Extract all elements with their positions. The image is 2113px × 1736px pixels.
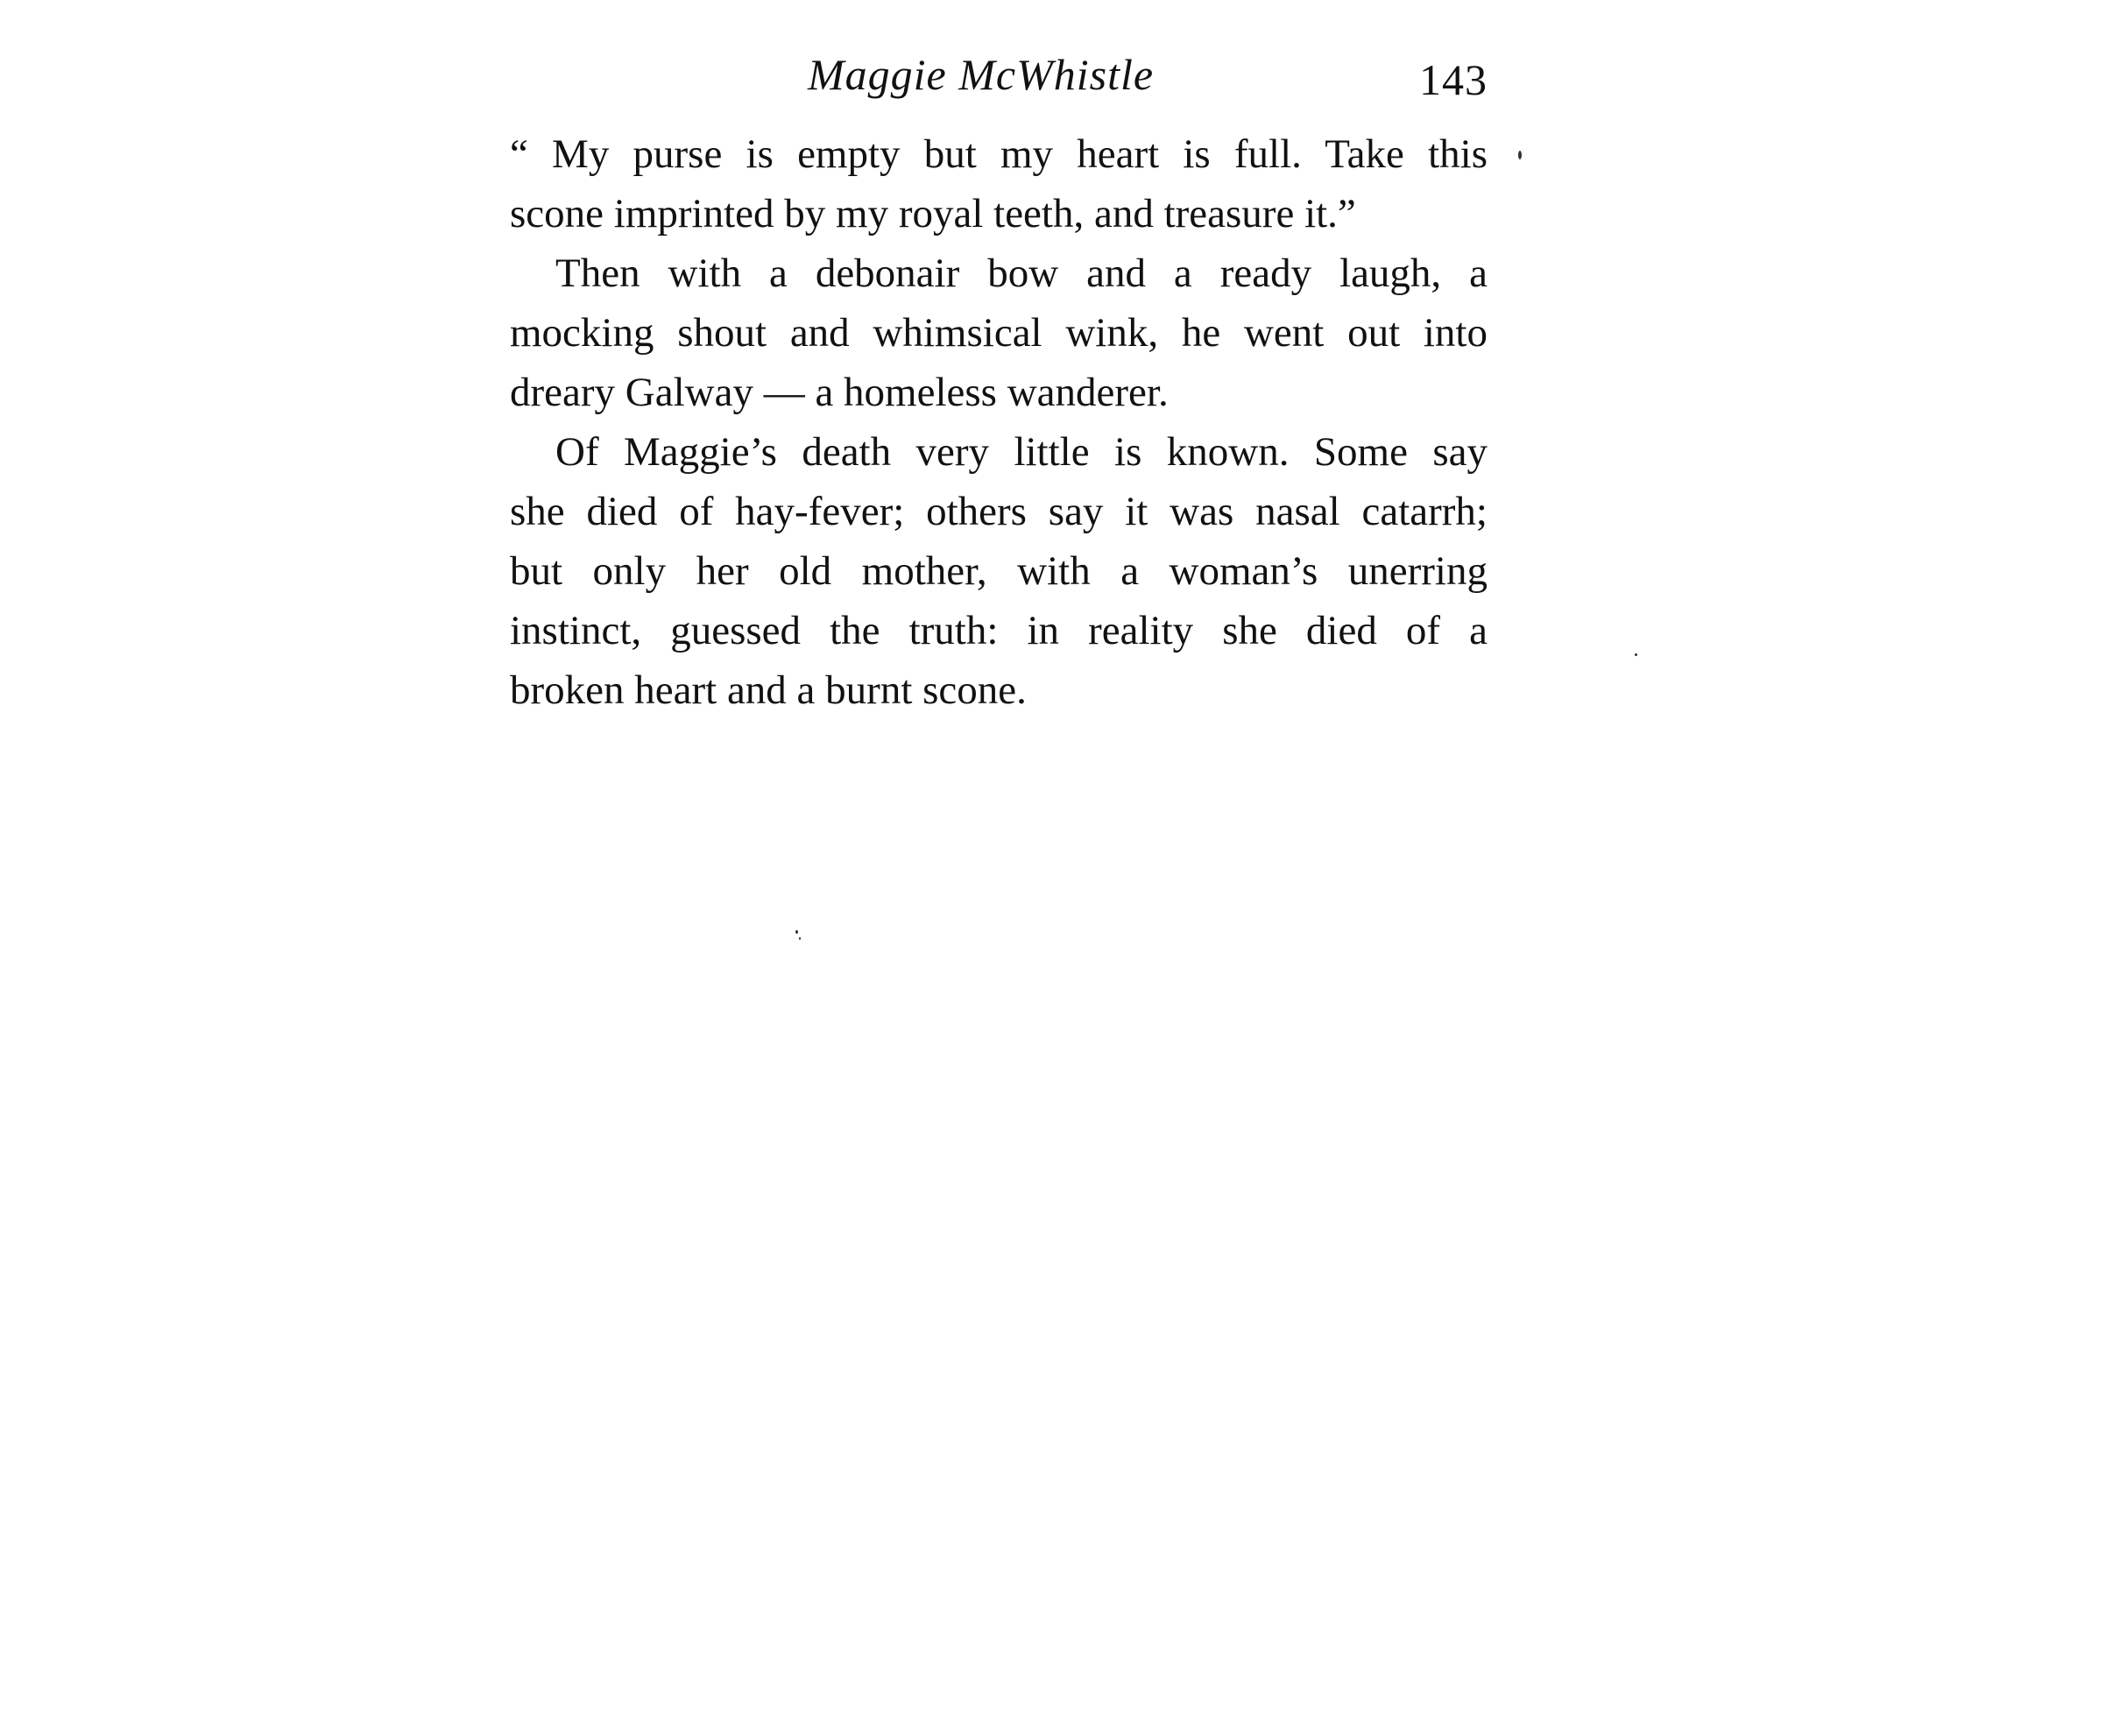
- running-head: [508, 42, 1489, 112]
- text-line: instinct, guessed the truth: in reality she died of a: [510, 608, 1488, 653]
- running-title: Maggie McWhistle: [808, 50, 1155, 99]
- text-line: but only her old mother, with a woman’s unerring: [510, 548, 1488, 594]
- text-line: dreary Galway — a homeless wanderer.: [510, 370, 1169, 415]
- scan-speck: [1635, 653, 1637, 656]
- text-line: she died of hay-fever; others say it was nasal catarrh;: [510, 489, 1488, 534]
- scan-speck: [799, 937, 801, 940]
- paragraph-death: [510, 422, 1488, 720]
- scan-speck: [1518, 151, 1522, 159]
- text-line: mocking shout and whimsical wink, he went out into: [510, 310, 1488, 356]
- text-line: “ My purse is empty but my heart is full. Take this: [510, 131, 1488, 177]
- text-line: broken heart and a burnt scone.: [510, 667, 1027, 713]
- page-number: 143: [1419, 55, 1488, 104]
- text-line: Of Maggie’s death very little is known. Some say: [555, 429, 1488, 475]
- paragraph-departure: [510, 243, 1488, 422]
- scan-speck: [795, 930, 798, 934]
- body-text: [510, 124, 1488, 720]
- paragraph-quote: [510, 124, 1488, 243]
- text-line: Then with a debonair bow and a ready laugh, a: [555, 251, 1488, 296]
- text-line: scone imprinted by my royal teeth, and treasure it.”: [510, 191, 1356, 236]
